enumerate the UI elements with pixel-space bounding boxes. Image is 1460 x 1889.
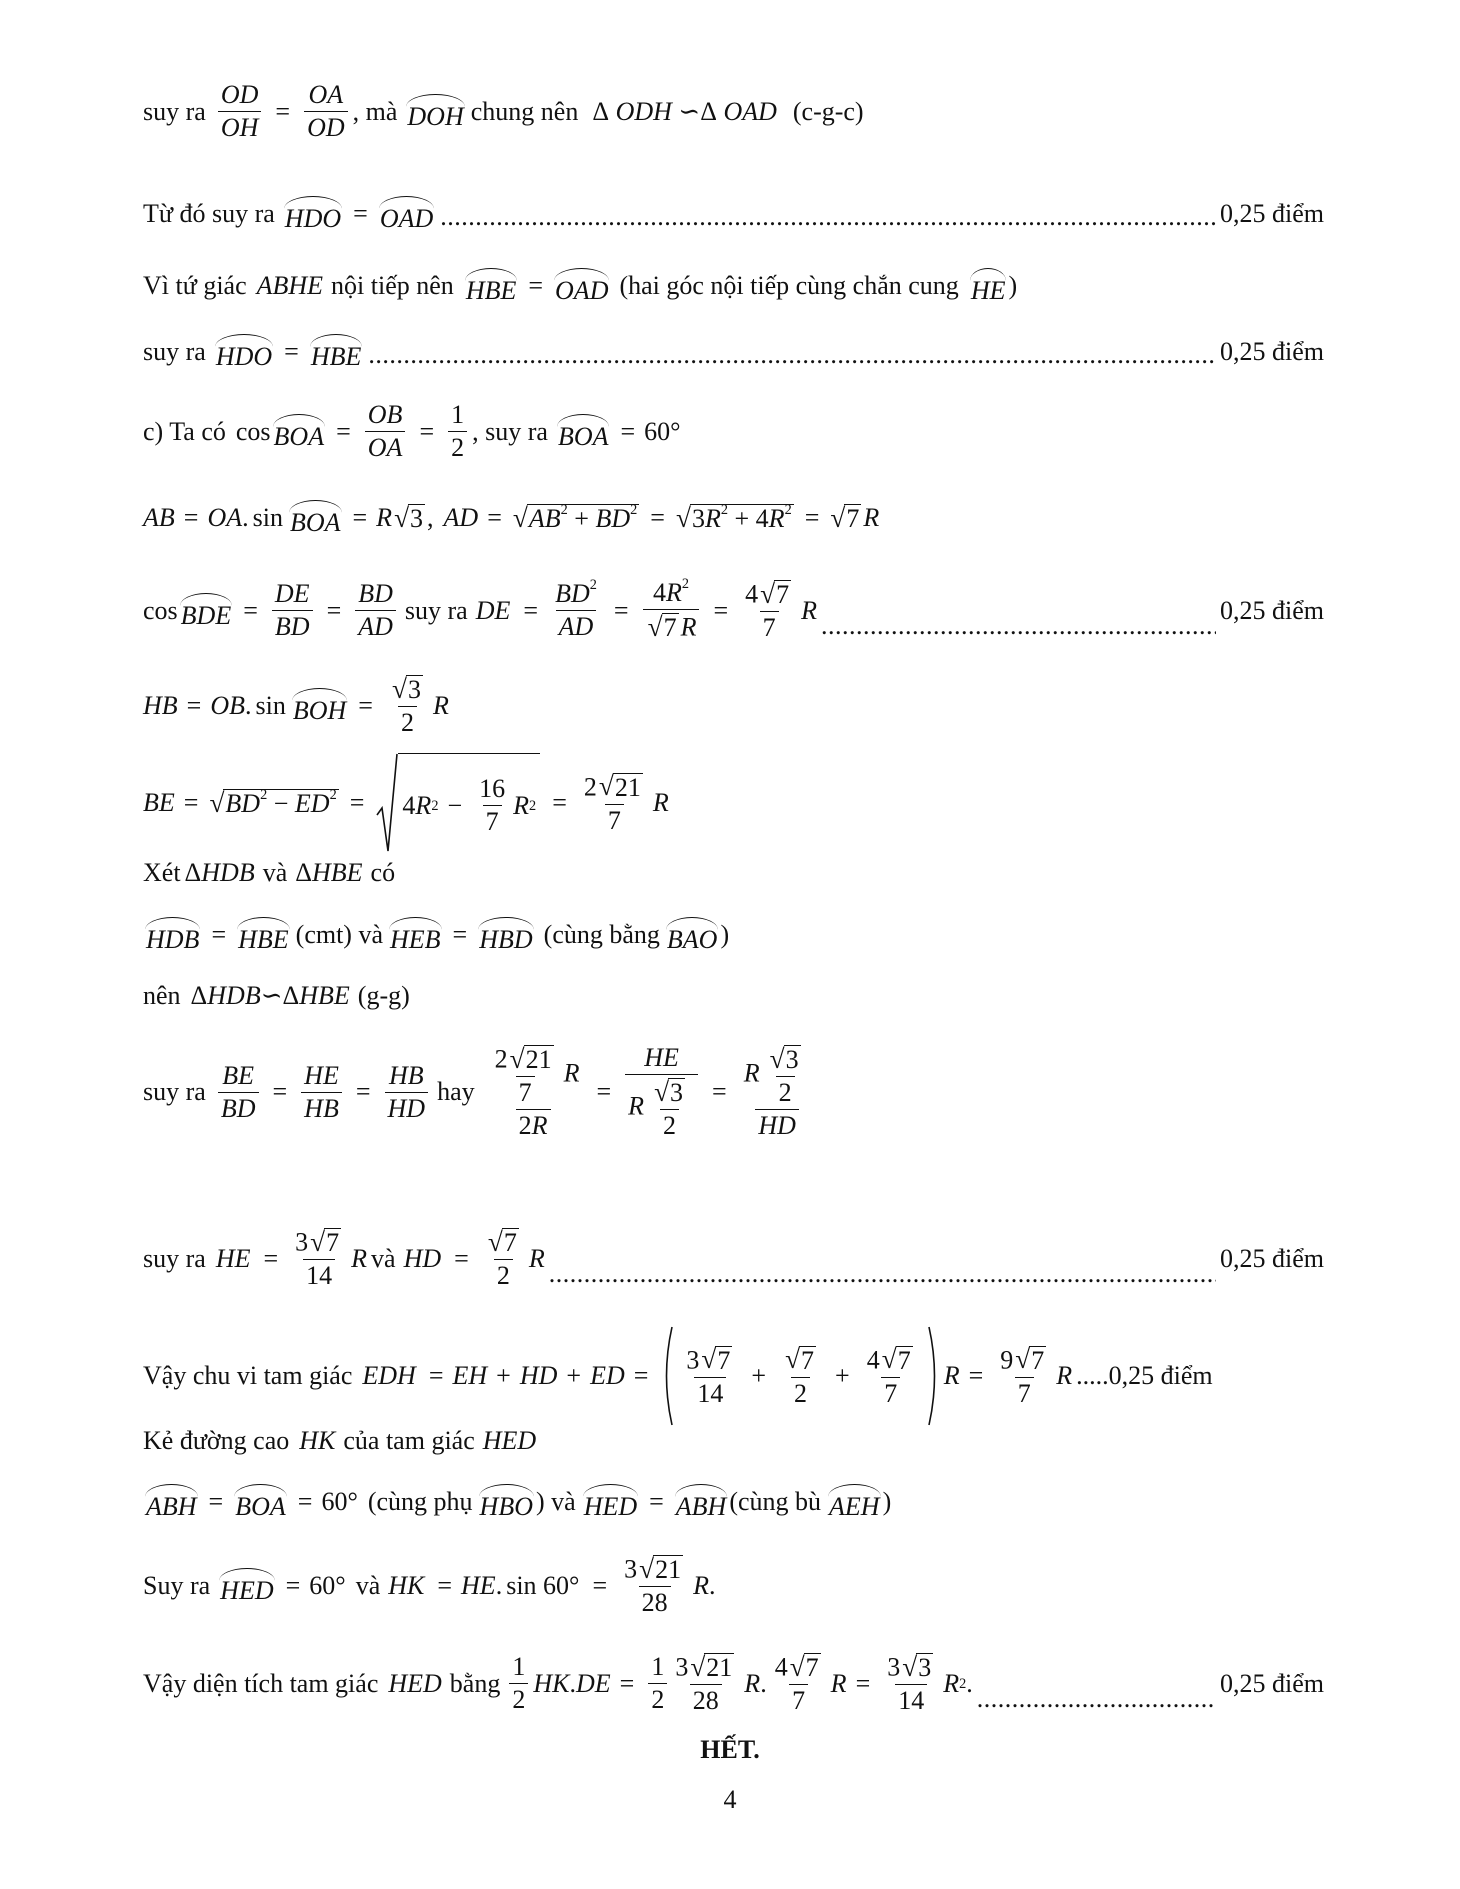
fraction-od-oh: $\frac{OD}{OH}$ xyxy=(218,82,262,141)
line-19: Vậy diện tích tam giác HED bằng 1 2 HK . DE = $\frac{1}{2}$ 3 √ 21 28 R . 4 √ 7 7 R = 3 √ 3 14 R 2 . ..... 0,25 điểm xyxy=(143,1653,1324,1714)
line-8: HB = OB . sin BOH = √ 3 2 R xyxy=(143,673,449,737)
line-5: c) Ta có cos BOA = $\frac{OB}{OA}$ = $\frac{1}{2}$ , suy ra BOA = 60° xyxy=(143,400,681,462)
line-3: Vì tứ giác ABHE nội tiếp nên HBE = OAD (hai góc nội tiếp cùng chắn cung HE ) xyxy=(143,268,1324,304)
end-marker: HẾT. xyxy=(700,1735,760,1764)
line-1: suy ra $\frac{OD}{OH}$ = $\frac{OA}{OD}$ , mà DOH chung nên Δ ODH ∽Δ OAD (c-g-c) xyxy=(143,80,864,142)
line-17: ABH = BOA = 60° (cùng phụ HBO ) và HED = ABH (cùng bù AEH ) xyxy=(143,1484,1324,1520)
page-number: 4 xyxy=(723,1785,737,1814)
fraction-oa-od: $\frac{OA}{OD}$ xyxy=(304,82,348,141)
line-4: suy ra HDO = HBE ..... 0,25 điểm xyxy=(143,334,1324,370)
angle-doh: DOH xyxy=(407,94,463,130)
line-14: suy ra HE = 3 √ 7 14 R và HD = √ 7 2 R ..... 0,25 điểm xyxy=(143,1228,1324,1289)
line-18: Suy ra HED = 60° và HK = HE . sin 60° = 3 √ 21 28 R . xyxy=(143,1553,716,1617)
line-10: Xét ΔHDB và ΔHBE có xyxy=(143,858,396,887)
line-9: BE = √ $BD^2 - ED^2$ = 4 R 2 − $\frac{16}{7}$ R 2 = 2 √ 21 7 R xyxy=(143,753,1324,853)
line-11: HDB = HBE (cmt) và HEB = HBD (cùng bằng BAO ) xyxy=(143,917,1324,953)
line-7: cos BDE = $\frac{DE}{BD}$ = $\frac{BD}{AD}$ suy ra DE = $\frac{BD^2}{AD}$ = $4R^2$ √ 7 R = 4 √ 7 7 R ..... 0,25 điểm xyxy=(143,580,1324,641)
line-16: Kẻ đường cao HK của tam giác HED xyxy=(143,1426,537,1455)
line-15: Vậy chu vi tam giác EDH = EH + HD + ED = 3 √ 7 14 + √ 7 2 + 4 √ 7 7 R = 9 √ 7 7 R .....0,25 điểm xyxy=(143,1326,1324,1426)
line-6: AB = OA . sin BOA = R √ 3 , AD = √ $AB^2 + BD^2$ = √ $3R^2 + 4R^2$ = √ 7 R xyxy=(143,500,1324,536)
line-2: Từ đó suy ra HDO = OAD ..... 0,25 điểm xyxy=(143,196,1324,232)
line-13: suy ra $\frac{BE}{BD}$ = $\frac{HE}{HB}$ = $\frac{HB}{HD}$ hay 2 √ 21 7 R 2R = HE R √ 3 2 = R √ 3 2 HD xyxy=(143,1043,799,1140)
similar-triangles: Δ ODH ∽Δ OAD xyxy=(592,96,777,126)
line-12: nên ΔHDB∽ΔHBE (g-g) xyxy=(143,981,410,1010)
